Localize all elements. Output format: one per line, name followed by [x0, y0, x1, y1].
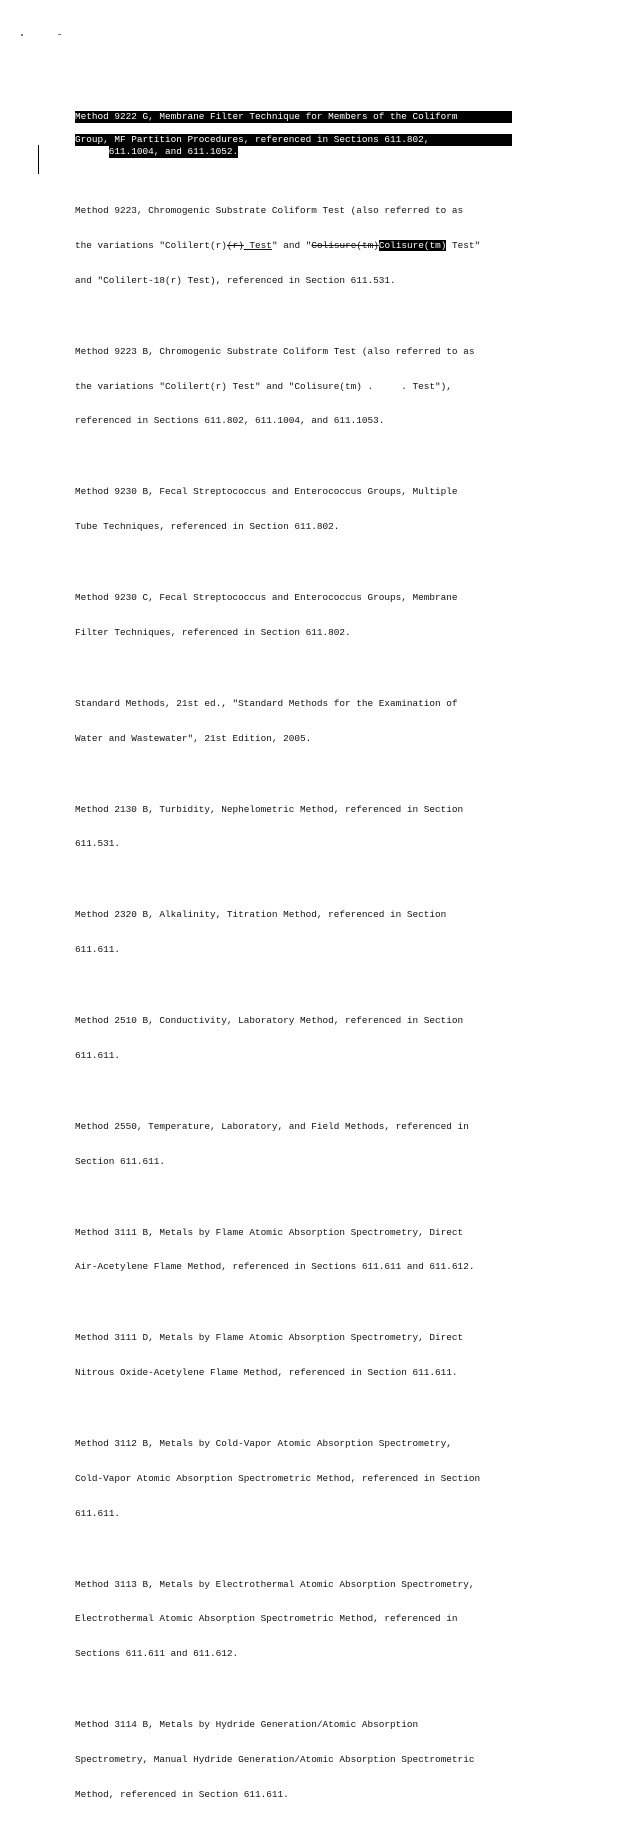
text-segment: Colilert-18(r) Test), referenced in Section 611.531.	[103, 274, 396, 286]
entry-line: Method 9230 C, Fecal Streptococcus and Enterococcus Groups, Membrane	[75, 592, 458, 604]
method-entry-9230b	[75, 463, 545, 556]
method-entry-3114b	[75, 1696, 545, 1824]
entry-line: Group, MF Partition Procedures, referenced in Sections 611.802,	[75, 134, 512, 146]
method-entry-9222g	[75, 88, 545, 169]
entry-line: Method 9230 B, Fecal Streptococcus and Enterococcus Groups, Multiple	[75, 486, 458, 498]
entry-line: Filter Techniques, referenced in Section 611.802.	[75, 626, 351, 638]
method-entry-2550	[75, 1098, 545, 1191]
entry-line-edited	[75, 275, 545, 287]
text-segment: Test	[243, 240, 272, 252]
entry-line: Method 2130 B, Turbidity, Nephelometric Method, referenced in Section	[75, 803, 464, 815]
scan-speck	[21, 34, 23, 36]
entry-line: 611.1004, and 611.1052.	[108, 145, 239, 157]
method-entry-3113b	[75, 1556, 545, 1684]
entry-line-edited	[75, 240, 545, 252]
entry-line: Method 2510 B, Conductivity, Laboratory Method, referenced in Section	[75, 1015, 464, 1027]
text-segment: the variations "Colilert(r)	[75, 240, 227, 252]
entry-line: Electrothermal Atomic Absorption Spectrometric Method, referenced in	[75, 1613, 458, 1625]
revision-change-bar	[38, 145, 39, 174]
entry-line: 611.531.	[75, 838, 121, 850]
method-entry-2320b	[75, 886, 545, 979]
entry-line: 611.611.	[75, 1507, 121, 1519]
struck-text: (r)	[226, 240, 244, 252]
entry-line: Method 2320 B, Alkalinity, Titration Method, referenced in Section	[75, 909, 447, 921]
method-entry-3112b	[75, 1415, 545, 1543]
entry-line: Air-Acetylene Flame Method, referenced in Sections 611.611 and 611.612.	[75, 1261, 475, 1273]
text-segment: and "	[75, 274, 104, 286]
entry-line: Water and Wastewater", 21st Edition, 2005.	[75, 732, 312, 744]
entry-line: Spectrometry, Manual Hydride Generation/Atomic Absorption Spectrometric	[75, 1754, 475, 1765]
scan-speck	[58, 34, 61, 35]
method-entry-2510b	[75, 992, 545, 1085]
entry-line: Sections 611.611 and 611.612.	[75, 1648, 239, 1660]
entry-line: Method 9223 B, Chromogenic Substrate Coliform Test (also referred to as	[75, 345, 475, 357]
entry-line: Method 3111 B, Metals by Flame Atomic Absorption Spectrometry, Direct	[75, 1226, 464, 1238]
entry-line: Method 2550, Temperature, Laboratory, and Field Methods, referenced in	[75, 1120, 469, 1132]
entry-line: Method, referenced in Section 611.611.	[75, 1788, 289, 1800]
entry-line: Method 3113 B, Metals by Electrothermal Atomic Absorption Spectrometry,	[75, 1578, 475, 1590]
entry-line: Section 611.611.	[75, 1155, 166, 1167]
struck-text: Colisure(tm)	[311, 240, 379, 252]
method-entry-3111d	[75, 1309, 545, 1402]
entry-line: the variations "Colilert(r) Test" and "Colisure(tm) . . Test"),	[75, 380, 452, 392]
highlighted-insert: Colisure(tm)	[378, 240, 447, 252]
entry-line: Method 9222 G, Membrane Filter Technique for Members of the Coliform	[75, 111, 512, 123]
text-segment: "	[474, 240, 481, 252]
entry-line: Tube Techniques, referenced in Section 611.802.	[75, 521, 340, 533]
entry-line: Method 3111 D, Metals by Flame Atomic Absorption Spectrometry, Direct	[75, 1332, 464, 1344]
entry-line: 611.611.	[75, 1049, 121, 1061]
entry-line: Cold-Vapor Atomic Absorption Spectrometric Method, referenced in Section	[75, 1472, 481, 1484]
entry-line: Method 3112 B, Metals by Cold-Vapor Atomic Absorption Spectrometry,	[75, 1438, 452, 1450]
method-entry-9223	[75, 182, 545, 310]
method-list	[75, 88, 545, 1837]
entry-line: 611.611.	[75, 944, 121, 956]
entry-line: referenced in Sections 611.802, 611.1004, and 611.1053.	[75, 415, 385, 427]
entry-line: Standard Methods, 21st ed., "Standard Methods for the Examination of	[75, 697, 458, 709]
method-entry-3111b	[75, 1203, 545, 1296]
entry-line: Method 3114 B, Metals by Hydride Generation/Atomic Absorption	[75, 1719, 419, 1731]
method-entry-9230c	[75, 569, 545, 662]
text-segment: " and "	[271, 240, 312, 252]
entry-line: Method 9223, Chromogenic Substrate Coliform Test (also referred to as	[75, 205, 464, 217]
method-entry-2130b	[75, 780, 545, 873]
standard-methods-21st-entry	[75, 675, 545, 768]
entry-line: Nitrous Oxide-Acetylene Flame Method, referenced in Section 611.611.	[75, 1367, 458, 1379]
method-entry-9223b	[75, 323, 545, 451]
text-segment: Test	[446, 240, 475, 252]
